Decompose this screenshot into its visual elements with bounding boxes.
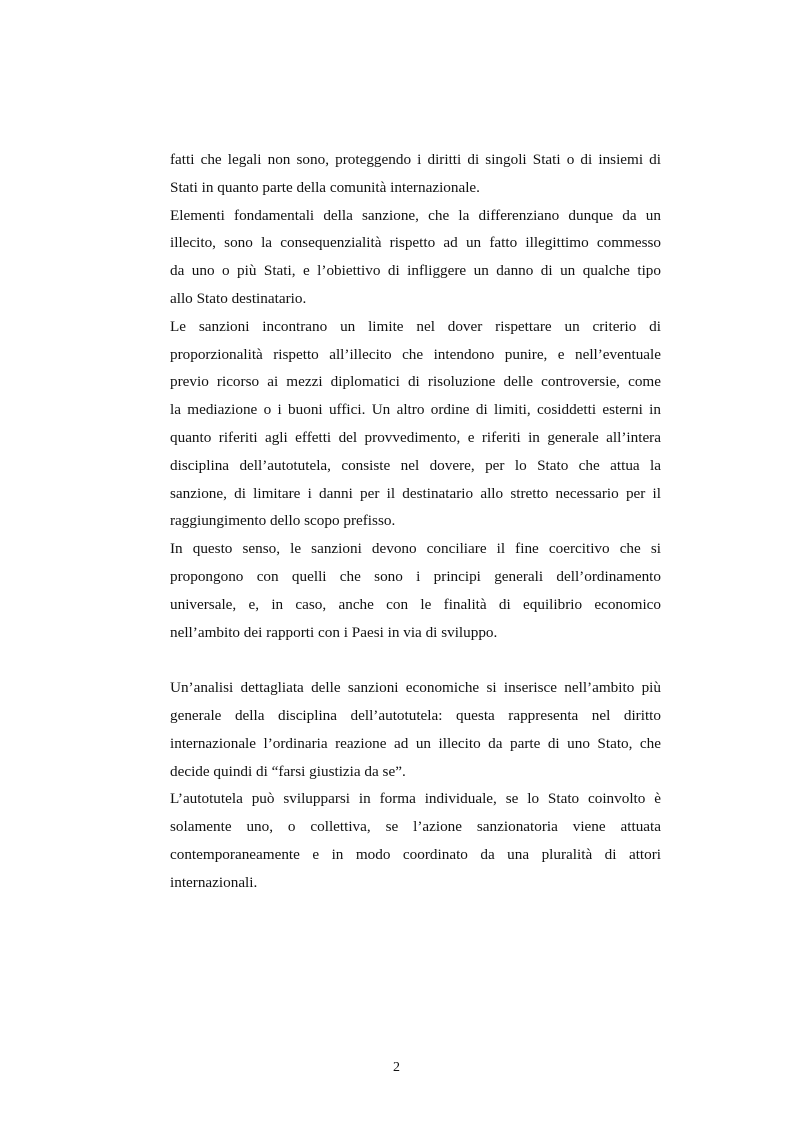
text-line: sanzione, di limitare i danni per il destinatario allo stretto necessario per il bbox=[170, 484, 661, 502]
text-line: solamente uno, o collettiva, se l’azione sanzionatoria viene attuata bbox=[170, 818, 661, 836]
text-line: internazionale l’ordinaria reazione ad un illecito da parte di uno Stato, che bbox=[170, 734, 661, 752]
page-number: 2 bbox=[393, 1060, 400, 1075]
paragraph-spacer bbox=[170, 646, 661, 674]
text-line: contemporaneamente e in modo coordinato da una pluralità di attori bbox=[170, 845, 661, 863]
text-line: disciplina dell’autotutela, consiste nel dovere, per lo Stato che attua la bbox=[170, 456, 661, 474]
text-line: raggiungimento dello scopo prefisso. bbox=[170, 512, 396, 530]
text-line: Elementi fondamentali della sanzione, che la differenziano dunque da un bbox=[170, 206, 661, 224]
text-line: previo ricorso ai mezzi diplomatici di risoluzione delle controversie, come bbox=[170, 373, 661, 391]
paragraph bbox=[170, 674, 661, 785]
text-line: allo Stato destinatario. bbox=[170, 289, 307, 307]
text-line: L’autotutela può svilupparsi in forma individuale, se lo Stato coinvolto è bbox=[170, 790, 661, 808]
text-line: quanto riferiti agli effetti del provvedimento, e riferiti in generale all’intera bbox=[170, 428, 661, 446]
paragraph bbox=[170, 146, 661, 202]
text-line: la mediazione o i buoni uffici. Un altro ordine di limiti, cosiddetti esterni in bbox=[170, 401, 661, 419]
page-body bbox=[170, 146, 661, 897]
text-line: Un’analisi dettagliata delle sanzioni economiche si inserisce nell’ambito più bbox=[170, 679, 661, 697]
text-line: internazionali. bbox=[170, 873, 258, 891]
text-line: nell’ambito dei rapporti con i Paesi in via di sviluppo. bbox=[170, 623, 498, 641]
text-line: da uno o più Stati, e l’obiettivo di infliggere un danno di un qualche tipo bbox=[170, 262, 661, 280]
text-line: illecito, sono la consequenzialità rispetto ad un fatto illegittimo commesso bbox=[170, 234, 661, 252]
paragraph bbox=[170, 785, 661, 896]
text-line: fatti che legali non sono, proteggendo i diritti di singoli Stati o di insiemi di bbox=[170, 151, 661, 168]
text-line: generale della disciplina dell’autotutela: questa rappresenta nel diritto bbox=[170, 706, 661, 724]
paragraph bbox=[170, 202, 661, 313]
paragraph bbox=[170, 313, 661, 535]
text-line: Le sanzioni incontrano un limite nel dover rispettare un criterio di bbox=[170, 317, 661, 335]
text-line: Stati in quanto parte della comunità internazionale. bbox=[170, 178, 480, 196]
text-line: proporzionalità rispetto all’illecito che intendono punire, e nell’eventuale bbox=[170, 345, 661, 363]
text-line: In questo senso, le sanzioni devono conciliare il fine coercitivo che si bbox=[170, 540, 661, 558]
text-line: propongono con quelli che sono i principi generali dell’ordinamento bbox=[170, 567, 661, 585]
text-line: decide quindi di “farsi giustizia da se”. bbox=[170, 762, 406, 780]
text-line: universale, e, in caso, anche con le finalità di equilibrio economico bbox=[170, 595, 661, 613]
paragraph bbox=[170, 535, 661, 646]
